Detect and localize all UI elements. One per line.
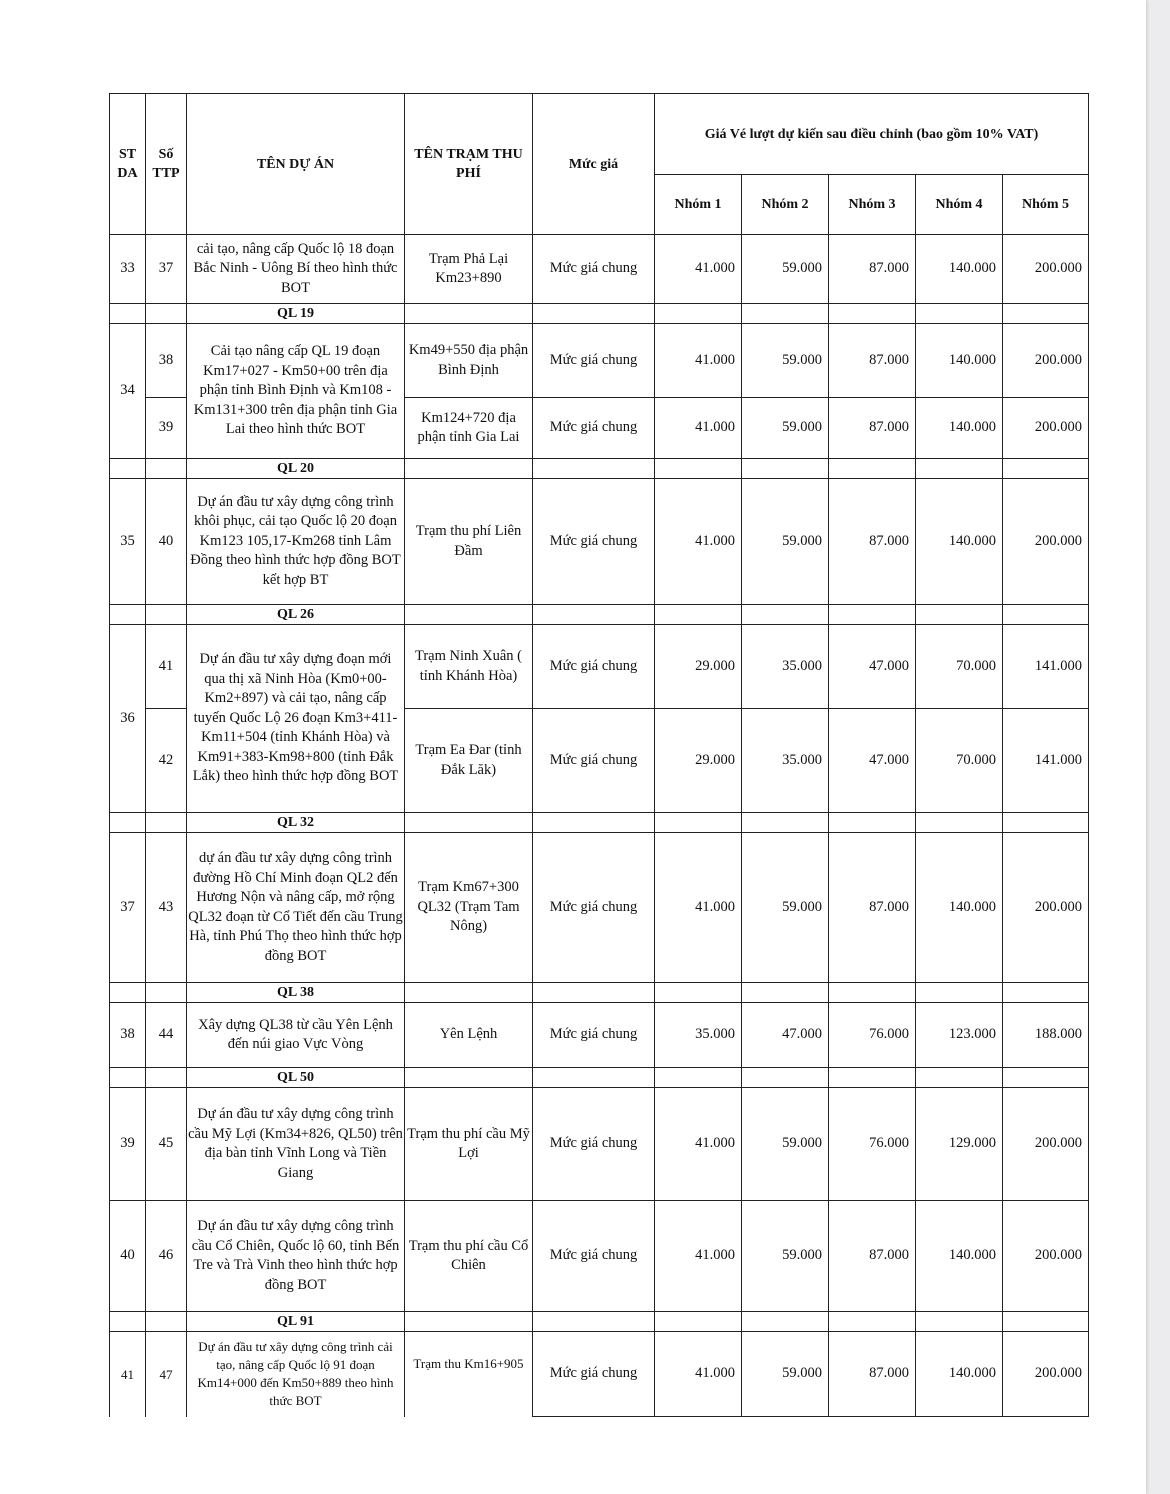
table-row <box>110 324 1089 398</box>
cell-price-group-4: 123.000 <box>916 1003 1003 1068</box>
cell-project: Dự án đầu tư xây dựng công trình cầu Cổ Chiên, Quốc lộ 60, tỉnh Bến Tre và Trà Vinh theo hình thức hợp đồng BOT <box>187 1201 405 1312</box>
table-row <box>110 479 1089 605</box>
header-station: TÊN TRẠM THU PHÍ <box>405 94 533 235</box>
cell-price-group-3: 87.000 <box>829 1332 916 1417</box>
table-row <box>110 1088 1089 1201</box>
cell-price-group-1: 29.000 <box>655 625 742 709</box>
cell-project: Dự án đầu tư xây dựng công trình cầu Mỹ Lợi (Km34+826, QL50) trên địa bàn tỉnh Vĩnh Long và Tiền Giang <box>187 1088 405 1201</box>
road-section-row <box>110 813 1089 833</box>
cell-project: cải tạo, nâng cấp Quốc lộ 18 đoạn Bắc Ninh - Uông Bí theo hình thức BOT <box>187 235 405 304</box>
road-section-row <box>110 1312 1089 1332</box>
cell-project: Cải tạo nâng cấp QL 19 đoạn Km17+027 - Km50+00 trên địa phận tỉnh Bình Định và Km108 - Km131+300 trên địa phận tỉnh Gia Lai theo hình thức BOT <box>187 324 405 459</box>
cell-price-group-4: 140.000 <box>916 324 1003 398</box>
cell-price-group-2: 59.000 <box>742 1201 829 1312</box>
cell-project: Dự án đầu tư xây dựng công trình cải tạo, nâng cấp Quốc lộ 91 đoạn Km14+000 đến Km50+889 theo hình thức BOT <box>187 1332 405 1417</box>
cell-so-ttp: 47 <box>146 1332 187 1417</box>
cell-price-group-1: 41.000 <box>655 833 742 983</box>
cell-price-group-4: 140.000 <box>916 235 1003 304</box>
cell-price-group-5: 200.000 <box>1003 479 1089 605</box>
cell-price-group-4: 140.000 <box>916 1201 1003 1312</box>
cell-so-ttp: 43 <box>146 833 187 983</box>
road-label: QL 20 <box>187 459 405 479</box>
cell-stt-da: 36 <box>110 625 146 813</box>
cell-so-ttp: 42 <box>146 709 187 813</box>
cell-price-group-3: 87.000 <box>829 833 916 983</box>
cell-so-ttp: 38 <box>146 324 187 398</box>
cell-price-group-3: 87.000 <box>829 235 916 304</box>
cell-price-group-2: 59.000 <box>742 833 829 983</box>
header-group-2: Nhóm 2 <box>742 175 829 235</box>
table-row <box>110 1201 1089 1312</box>
cell-station: Trạm Ea Đar (tỉnh Đắk Lăk) <box>405 709 533 813</box>
cell-price-group-2: 35.000 <box>742 709 829 813</box>
cell-price-group-4: 70.000 <box>916 625 1003 709</box>
table-row <box>110 235 1089 304</box>
cell-station: Yên Lệnh <box>405 1003 533 1068</box>
cell-price-group-1: 41.000 <box>655 1088 742 1201</box>
cell-station: Trạm thu phí cầu Cổ Chiên <box>405 1201 533 1312</box>
cell-price-group-2: 59.000 <box>742 1088 829 1201</box>
cell-price-group-3: 76.000 <box>829 1088 916 1201</box>
cell-price-group-3: 47.000 <box>829 625 916 709</box>
cell-price-group-2: 47.000 <box>742 1003 829 1068</box>
cell-project: Dự án đầu tư xây dựng đoạn mới qua thị xã Ninh Hòa (Km0+00-Km2+897) và cải tạo, nâng cấp tuyến Quốc Lộ 26 đoạn Km3+411-Km11+504 (tỉnh Khánh Hòa) và Km91+383-Km98+800 (tỉnh Đắk Lắk) theo hình thức hợp đồng BOT <box>187 625 405 813</box>
cell-price-group-5: 200.000 <box>1003 833 1089 983</box>
cell-project: Dự án đầu tư xây dựng công trình khôi phục, cải tạo Quốc lộ 20 đoạn Km123 105,17-Km268 tỉnh Lâm Đồng theo hình thức hợp đồng BOT kết hợp BT <box>187 479 405 605</box>
road-section-row <box>110 459 1089 479</box>
cell-price-group-5: 200.000 <box>1003 1201 1089 1312</box>
cell-price-group-4: 140.000 <box>916 833 1003 983</box>
cell-so-ttp: 45 <box>146 1088 187 1201</box>
cell-price-group-1: 41.000 <box>655 1332 742 1417</box>
road-section-row <box>110 605 1089 625</box>
road-label: QL 26 <box>187 605 405 625</box>
cell-stt-da: 37 <box>110 833 146 983</box>
header-level: Mức giá <box>533 94 655 235</box>
cell-price-group-3: 87.000 <box>829 1201 916 1312</box>
cell-project: dự án đầu tư xây dựng công trình đường Hồ Chí Minh đoạn QL2 đến Hương Nộn và nâng cấp, mở rộng QL32 đoạn từ Cổ Tiết đến cầu Trung Hà, tỉnh Phú Thọ theo hình thức hợp đồng BOT <box>187 833 405 983</box>
cell-level: Mức giá chung <box>533 709 655 813</box>
cell-stt-da: 35 <box>110 479 146 605</box>
cell-level: Mức giá chung <box>533 1201 655 1312</box>
cell-so-ttp: 40 <box>146 479 187 605</box>
cell-price-group-4: 140.000 <box>916 479 1003 605</box>
road-section-row <box>110 983 1089 1003</box>
cell-price-group-3: 47.000 <box>829 709 916 813</box>
cell-price-group-5: 200.000 <box>1003 324 1089 398</box>
cell-so-ttp: 39 <box>146 398 187 459</box>
cell-so-ttp: 41 <box>146 625 187 709</box>
header-group-3: Nhóm 3 <box>829 175 916 235</box>
header-group-1: Nhóm 1 <box>655 175 742 235</box>
cell-level: Mức giá chung <box>533 1332 655 1417</box>
cell-price-group-2: 59.000 <box>742 324 829 398</box>
cell-price-group-3: 76.000 <box>829 1003 916 1068</box>
road-label: QL 19 <box>187 304 405 324</box>
road-section-row <box>110 1068 1089 1088</box>
cell-price-group-1: 29.000 <box>655 709 742 813</box>
cell-price-group-1: 41.000 <box>655 235 742 304</box>
cell-price-group-5: 200.000 <box>1003 398 1089 459</box>
cell-price-group-5: 200.000 <box>1003 235 1089 304</box>
cell-price-group-1: 41.000 <box>655 479 742 605</box>
road-label: QL 38 <box>187 983 405 1003</box>
cell-price-group-5: 141.000 <box>1003 709 1089 813</box>
cell-price-group-2: 59.000 <box>742 1332 829 1417</box>
cell-price-group-2: 59.000 <box>742 398 829 459</box>
cell-price-group-1: 35.000 <box>655 1003 742 1068</box>
cell-station: Trạm thu phí Liên Đầm <box>405 479 533 605</box>
cell-price-group-5: 141.000 <box>1003 625 1089 709</box>
header-stt-da: ST DA <box>110 94 146 235</box>
cell-level: Mức giá chung <box>533 625 655 709</box>
table-row <box>110 1332 1089 1417</box>
cell-so-ttp: 44 <box>146 1003 187 1068</box>
cell-level: Mức giá chung <box>533 833 655 983</box>
road-label: QL 91 <box>187 1312 405 1332</box>
road-label: QL 50 <box>187 1068 405 1088</box>
cell-price-group-2: 59.000 <box>742 479 829 605</box>
cell-price-group-4: 140.000 <box>916 1332 1003 1417</box>
cell-price-group-2: 59.000 <box>742 235 829 304</box>
cell-stt-da: 38 <box>110 1003 146 1068</box>
road-label: QL 32 <box>187 813 405 833</box>
cell-station: Trạm thu Km16+905 <box>405 1332 533 1417</box>
cell-price-group-2: 35.000 <box>742 625 829 709</box>
cell-level: Mức giá chung <box>533 324 655 398</box>
cell-level: Mức giá chung <box>533 398 655 459</box>
header-price-group: Giá Vé lượt dự kiến sau điều chỉnh (bao gồm 10% VAT) <box>655 94 1089 175</box>
cell-price-group-4: 129.000 <box>916 1088 1003 1201</box>
cell-station: Trạm Km67+300 QL32 (Trạm Tam Nông) <box>405 833 533 983</box>
cell-stt-da: 40 <box>110 1201 146 1312</box>
cell-stt-da: 39 <box>110 1088 146 1201</box>
cell-price-group-4: 70.000 <box>916 709 1003 813</box>
cell-price-group-3: 87.000 <box>829 479 916 605</box>
cell-station: Km49+550 địa phận Bình Định <box>405 324 533 398</box>
cell-so-ttp: 37 <box>146 235 187 304</box>
cell-level: Mức giá chung <box>533 1088 655 1201</box>
cell-price-group-5: 188.000 <box>1003 1003 1089 1068</box>
table-row <box>110 833 1089 983</box>
cell-station: Trạm Ninh Xuân ( tỉnh Khánh Hòa) <box>405 625 533 709</box>
header-group-4: Nhóm 4 <box>916 175 1003 235</box>
cell-price-group-1: 41.000 <box>655 324 742 398</box>
cell-price-group-1: 41.000 <box>655 398 742 459</box>
cell-price-group-3: 87.000 <box>829 324 916 398</box>
header-project: TÊN DỰ ÁN <box>187 94 405 235</box>
cell-stt-da: 33 <box>110 235 146 304</box>
header-row <box>110 94 1089 175</box>
cell-project: Xây dựng QL38 từ cầu Yên Lệnh đến núi giao Vực Vòng <box>187 1003 405 1068</box>
road-section-row <box>110 304 1089 324</box>
table-row <box>110 625 1089 709</box>
cell-level: Mức giá chung <box>533 1003 655 1068</box>
cell-station: Km124+720 địa phận tỉnh Gia Lai <box>405 398 533 459</box>
cell-stt-da: 41 <box>110 1332 146 1417</box>
cell-station: Trạm Phả Lại Km23+890 <box>405 235 533 304</box>
table-row <box>110 1003 1089 1068</box>
cell-price-group-5: 200.000 <box>1003 1332 1089 1417</box>
cell-price-group-5: 200.000 <box>1003 1088 1089 1201</box>
header-so-ttp: Số TTP <box>146 94 187 235</box>
cell-level: Mức giá chung <box>533 235 655 304</box>
cell-price-group-1: 41.000 <box>655 1201 742 1312</box>
toll-fee-table <box>109 93 1089 1417</box>
cell-level: Mức giá chung <box>533 479 655 605</box>
cell-station: Trạm thu phí cầu Mỹ Lợi <box>405 1088 533 1201</box>
header-group-5: Nhóm 5 <box>1003 175 1089 235</box>
cell-so-ttp: 46 <box>146 1201 187 1312</box>
cell-price-group-4: 140.000 <box>916 398 1003 459</box>
cell-price-group-3: 87.000 <box>829 398 916 459</box>
cell-stt-da: 34 <box>110 324 146 459</box>
